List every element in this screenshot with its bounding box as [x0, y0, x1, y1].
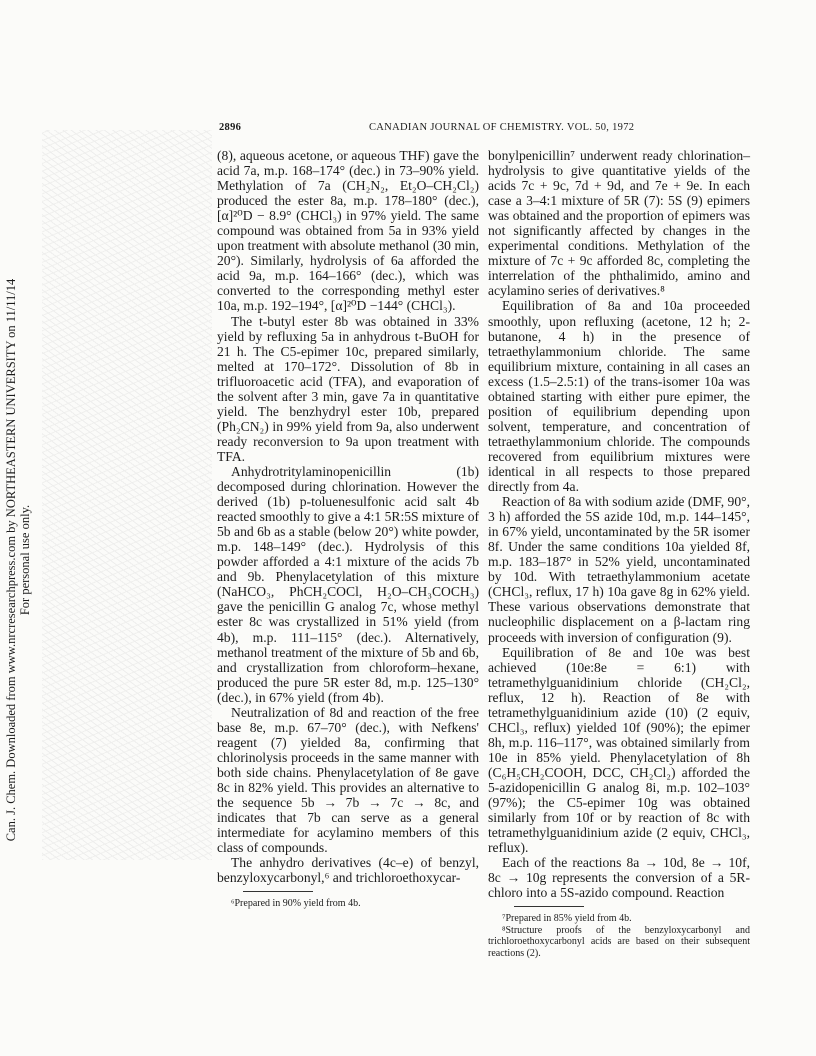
right-paragraph-1: bonylpenicillin⁷ underwent ready chlorination–hydrolysis to give quantitative yields of the acids 7c + 9c, 7d + 9d, and 7e + 9e. In each case a 3–4:1 mixture of 5R (7): 5S (9) epimers was obtained and the proportion of epimers was not significantly affected by changes in the experimental conditions. Methylation of the mixture of 7c + 9c afforded 8c, completing the interrelation of the phthalimido, amino and acylamino series of derivatives.⁸	[488, 148, 750, 299]
running-header	[219, 122, 745, 136]
right-paragraph-5: Each of the reactions 8a → 10d, 8e → 10f, 8c → 10g represents the conversion of a 5R-chloro into a 5S-azido compound. Reaction	[488, 855, 750, 901]
footnote-rule	[514, 906, 584, 907]
footnote-7: ⁷Prepared in 85% yield from 4b.	[502, 913, 632, 925]
download-watermark	[4, 278, 32, 842]
right-paragraph-2: Equilibration of 8a and 10a proceeded smoothly, upon refluxing (acetone, 12 h; 2-butanone, 4 h) in the presence of tetraethylammonium chloride. The same equilibrium mixture, containing in all cases an excess (1.5–2.5:1) of the trans-isomer 10a was obtained starting with either pure epimer, the position of equilibrium depending upon solvent, temperature, and concentration of tetraethylammonium chloride. The compounds recovered from equilibrium mixtures were identical in all respects to those prepared directly from 4a.	[488, 298, 750, 495]
footnote-8: ⁸Structure proofs of the benzyloxycarbonyl and trichloroethoxycarbonyl acids are based on their subsequent reactions (2).	[488, 924, 750, 959]
journal-title: CANADIAN JOURNAL OF CHEMISTRY. VOL. 50, 1972	[369, 122, 635, 133]
right-paragraph-3: Reaction of 8a with sodium azide (DMF, 90°, 3 h) afforded the 5S azide 10d, m.p. 144–145°, in 67% yield, uncontaminated by the 5R isomer 8f. Under the same conditions 10a yielded 8f, m.p. 183–187° in 52% yield, uncontaminated by 10d. With tetraethylammonium acetate (CHCl₃, reflux, 17 h) 10a gave 8g in 62% yield. These various observations demonstrate that nucleophilic displacement on a β-lactam ring proceeds with inversion of configuration (9).	[488, 494, 750, 645]
left-paragraph-3: Anhydrotritylaminopenicillin (1b) decomposed during chlorination. However the derived (1b) p-toluenesulfonic acid salt 4b reacted smoothly to give a 4:1 5R:5S mixture of 5b and 6b as a stable (below 20°) white powder, m.p. 148–149° (dec.). Hydrolysis of this powder afforded a 4:1 mixture of the acids 7b and 9b. Phenylacetylation of this mixture (NaHCO₃, PhCH₂COCl, H₂O–CH₃COCH₃) gave the penicillin G analog 7c, whose methyl ester 8c was crystallized in 51% yield (from 4b), m.p. 111–115° (dec.). Alternatively, methanol treatment of the mixture of 5b and 6b, and crystallization from chloroform–hexane, produced the pure 5R ester 8d, m.p. 125–130° (dec.), in 67% yield (from 4b).	[217, 463, 480, 705]
watermark-line-2: For personal use only.	[18, 504, 32, 616]
right-paragraph-4: Equilibration of 8e and 10e was best achieved (10e:8e = 6:1) with tetramethylguanidinium chloride (CH₂Cl₂, reflux, 12 h). Reaction of 8e with tetramethylguanidinium azide (10) (2 equiv, CHCl₃, reflux) yielded 10f (90%); the epimer 8h, m.p. 116–117°, was obtained similarly from 10e in 85% yield. Phenylacetylation of 8h (C₆H₅CH₂COOH, DCC, CH₂Cl₂) afforded the 5-azidopenicillin G analog 8i, m.p. 102–103° (97%); the C5-epimer 10g was obtained similarly from 10f or by reaction of 8c with tetramethylguanidinium azide (2 equiv, CHCl₃, reflux).	[488, 644, 750, 856]
page-number: 2896	[219, 122, 242, 133]
left-paragraph-4: Neutralization of 8d and reaction of the free base 8e, m.p. 67–70° (dec.), with Nefkens' reagent (7) yielded 8a, confirming that chlorinolysis proceeds in the same manner with both side chains. Phenylacetylation of 8e gave 8c in 82% yield. This provides an alternative to the sequence 5b → 7b → 7c → 8c, and indicates that 7b can serve as a general intermediate for acylamino members of this class of compounds.	[217, 704, 479, 856]
left-paragraph-2: The t-butyl ester 8b was obtained in 33% yield by refluxing 5a in anhydrous t-BuOH for 21 h. The C5-epimer 10c, prepared similarly, melted at 170–172°. Dissolution of 8b in trifluoroacetic acid (TFA), and evaporation of the solvent after 3 min, gave 7a in quantitative yield. The benzhydryl ester 10b, prepared (Ph₂CN₂) in 99% yield from 9a, also underwent ready reconversion to 9a upon treatment with TFA.	[217, 313, 479, 464]
left-paragraph-1: (8), aqueous acetone, or aqueous THF) gave the acid 7a, m.p. 168–174° (dec.) in 73–90% yield. Methylation of 7a (CH₂N₂, Et₂O–CH₂Cl₂) produced the ester 8a, m.p. 178–180° (dec.), [α]²⁰D − 8.9° (CHCl₃) in 97% yield. The same compound was obtained from 5a in 93% yield upon treatment with absolute methanol (30 min, 20°). Similarly, hydrolysis of 6a afforded the acid 9a, m.p. 164–166° (dec.), which was converted to the corresponding methyl ester 10a, m.p. 192–194°, [α]²⁰D −144° (CHCl₃).	[217, 148, 479, 314]
left-column	[217, 148, 479, 910]
footnote-rule	[243, 891, 313, 892]
right-column	[488, 148, 750, 959]
scan-noise	[42, 130, 212, 860]
left-paragraph-5: The anhydro derivatives (4c–e) of benzyl, benzyloxycarbonyl,⁶ and trichloroethoxycar-	[217, 855, 479, 886]
watermark-line-1: Can. J. Chem. Downloaded from www.nrcresearchpress.com by NORTHEASTERN UNIVERSITY on 11/11/14	[4, 278, 18, 842]
footnote-6: ⁶Prepared in 90% yield from 4b.	[231, 898, 361, 910]
